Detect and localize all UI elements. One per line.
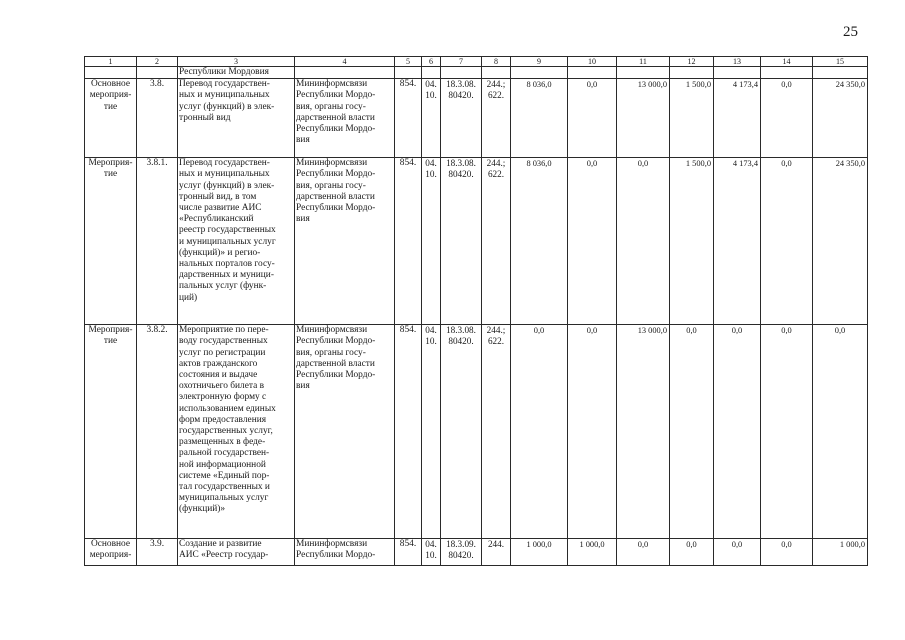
type-cell: Мероприя- тие: [85, 325, 137, 539]
header-cell: 1: [85, 57, 137, 67]
type-cell: Мероприя- тие: [85, 158, 137, 325]
col15-cell: 24 350,0: [813, 79, 868, 158]
col5-cell: 854.: [395, 325, 422, 539]
col6-cell: 04. 10.: [422, 325, 441, 539]
budget-table: [84, 56, 868, 566]
header-cell: 13: [714, 57, 761, 67]
col11-cell: 13 000,0: [617, 79, 670, 158]
col11-cell: 0,0: [617, 539, 670, 566]
header-cell: 11: [617, 57, 670, 67]
name-cell: Перевод государствен- ных и муниципальных услуг (функций) в элек- тронный вид, в том числе развитие АИС «Республиканский реестр государственных и муниципальных услуг (функций)» и регио- нальных порталов госу- дарственных и муници- пальных услуг (функ- ций): [178, 158, 295, 325]
header-cell: 7: [441, 57, 482, 67]
col7-cell: 18.3.09. 80420.: [441, 539, 482, 566]
table-row: [85, 539, 868, 566]
header-cell: 6: [422, 57, 441, 67]
col14-cell: 0,0: [761, 79, 813, 158]
col6-cell: 04. 10.: [422, 158, 441, 325]
col14-cell: 0,0: [761, 539, 813, 566]
name-cell: Перевод государствен- ных и муниципальных услуг (функций) в элек- тронный вид: [178, 79, 295, 158]
executor-cell: Мининформсвязи Республики Мордо- вия, органы госу- дарственной власти Республики Мордо- вия: [295, 158, 395, 325]
col15-cell: 0,0: [813, 325, 868, 539]
page-number: 25: [843, 24, 858, 40]
table-row: [85, 158, 868, 325]
col14-cell: 0,0: [761, 325, 813, 539]
col8-cell: 244.; 622.: [482, 158, 511, 325]
executor-cell: Мининформсвязи Республики Мордо- вия, органы госу- дарственной власти Республики Мордо- вия: [295, 325, 395, 539]
col5-cell: 854.: [395, 539, 422, 566]
continuation-row: [85, 67, 868, 79]
col5-cell: 854.: [395, 79, 422, 158]
header-cell: 15: [813, 57, 868, 67]
col14-cell: 0,0: [761, 158, 813, 325]
col13-cell: 0,0: [714, 539, 761, 566]
code-cell: 3.8.: [137, 79, 178, 158]
col10-cell: 0,0: [568, 325, 617, 539]
col7-cell: 18.3.08. 80420.: [441, 79, 482, 158]
header-cell: 4: [295, 57, 395, 67]
table-row: [85, 325, 868, 539]
col7-cell: 18.3.08. 80420.: [441, 158, 482, 325]
col12-cell: 1 500,0: [670, 158, 714, 325]
col12-cell: 0,0: [670, 539, 714, 566]
col9-cell: 0,0: [511, 325, 568, 539]
header-cell: 5: [395, 57, 422, 67]
col8-cell: 244.; 622.: [482, 79, 511, 158]
col10-cell: 1 000,0: [568, 539, 617, 566]
code-cell: 3.9.: [137, 539, 178, 566]
header-cell: 10: [568, 57, 617, 67]
executor-cell: Мининформсвязи Республики Мордо- вия, органы госу- дарственной власти Республики Мордо- вия: [295, 79, 395, 158]
code-cell: 3.8.1.: [137, 158, 178, 325]
col12-cell: 0,0: [670, 325, 714, 539]
col13-cell: 4 173,4: [714, 158, 761, 325]
name-cell: Мероприятие по пере- воду государственных услуг по регистрации актов гражданского состояния и выдаче охотничьего билета в электронную форму с использованием единых форм предоставления государственных услуг, размещенных в феде- ральной государствен- ной информационной системе «Единый пор- тал государственных и муниципальных услуг (функций)»: [178, 325, 295, 539]
col7-cell: 18.3.08. 80420.: [441, 325, 482, 539]
col6-cell: 04. 10.: [422, 539, 441, 566]
col9-cell: 8 036,0: [511, 158, 568, 325]
type-cell: Основное мероприя- тие: [85, 79, 137, 158]
col9-cell: 1 000,0: [511, 539, 568, 566]
col13-cell: 0,0: [714, 325, 761, 539]
col9-cell: 8 036,0: [511, 79, 568, 158]
col8-cell: 244.: [482, 539, 511, 566]
col12-cell: 1 500,0: [670, 79, 714, 158]
header-cell: 12: [670, 57, 714, 67]
col8-cell: 244.; 622.: [482, 325, 511, 539]
continuation-name-cell: Республики Мордовия: [178, 67, 295, 79]
col6-cell: 04. 10.: [422, 79, 441, 158]
code-cell: 3.8.2.: [137, 325, 178, 539]
header-cell: 9: [511, 57, 568, 67]
col15-cell: 24 350,0: [813, 158, 868, 325]
table-row: [85, 79, 868, 158]
col11-cell: 0,0: [617, 158, 670, 325]
col13-cell: 4 173,4: [714, 79, 761, 158]
col11-cell: 13 000,0: [617, 325, 670, 539]
col5-cell: 854.: [395, 158, 422, 325]
col10-cell: 0,0: [568, 79, 617, 158]
header-cell: 2: [137, 57, 178, 67]
column-number-row: [85, 57, 868, 67]
header-cell: 3: [178, 57, 295, 67]
col10-cell: 0,0: [568, 158, 617, 325]
header-cell: 8: [482, 57, 511, 67]
header-cell: 14: [761, 57, 813, 67]
type-cell: Основное мероприя-: [85, 539, 137, 566]
col15-cell: 1 000,0: [813, 539, 868, 566]
executor-cell: Мининформсвязи Республики Мордо-: [295, 539, 395, 566]
name-cell: Создание и развитие АИС «Реестр государ-: [178, 539, 295, 566]
